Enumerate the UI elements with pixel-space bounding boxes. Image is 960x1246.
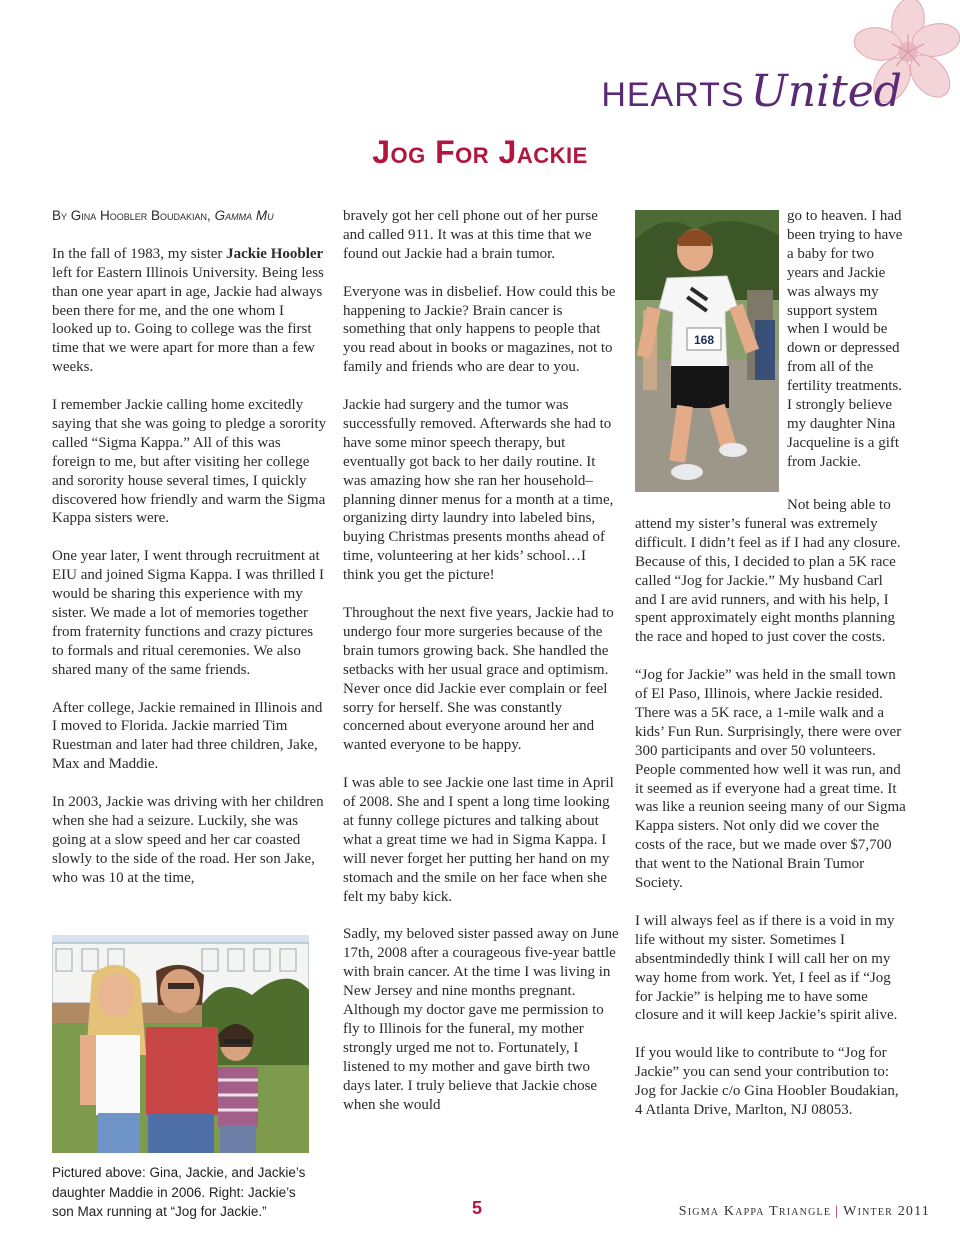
byline — [52, 207, 327, 226]
paragraph: In 2003, Jackie was driving with her children when she had a seizure. Luckily, she was going at a slow speed and her car coasted slowly to the side of the road. Her son Jake, who was 10 at the time, — [52, 794, 324, 886]
column-1 — [52, 207, 327, 906]
runner-bib-number: 168 — [693, 333, 715, 347]
footer-separator: | — [835, 1204, 840, 1219]
brand-hearts: HEARTS — [601, 76, 745, 114]
name-highlight: Jackie Hoobler — [226, 245, 324, 262]
footer-issue: Winter 2011 — [843, 1204, 930, 1219]
paragraph: After college, Jackie remained in Illinois and I moved to Florida. Jackie married Tim Ruestman and later had three children, Jake, Max and Maddie. — [52, 699, 323, 773]
footer-publication: Sigma Kappa Triangle — [678, 1204, 832, 1219]
runner-photo — [635, 210, 779, 492]
paragraph-text: In the fall of 1983, my sister — [52, 245, 227, 262]
column-2 — [343, 207, 619, 1133]
page-number: 5 — [472, 1198, 483, 1218]
brand-united: United — [750, 66, 902, 117]
brand-logo — [601, 66, 902, 117]
paragraph: Everyone was in disbelief. How could this be happening to Jackie? Brain cancer is something that only happens to people that you read about in books or magazines, not to family and friends who are dear to you. — [343, 283, 616, 376]
article-title: Jog For Jackie — [372, 134, 588, 170]
paragraph: If you would like to contribute to “Jog for Jackie” you can send your contribution to: Jog for Jackie c/o Gina Hoobler Boudakian, 4 Atlanta Drive, Marlton, NJ 08053. — [635, 1045, 899, 1118]
paragraph: One year later, I went through recruitment at EIU and joined Sigma Kappa. I was thrilled I would be sharing this experience with my sister. We made a lot of memories together from fraternity functions and crazy pictures to formals and ritual ceremonies. We also shared many of the same friends. — [52, 548, 325, 678]
paragraph — [52, 245, 327, 377]
paragraph: I will always feel as if there is a void in my life without my sister. Sometimes I absentmindedly think I will call her on my way home from work. Yet, I feel as if “Jog for Jackie” is helping me to have some closure and it will keep Jackie’s spirit alive. — [635, 912, 898, 1024]
paragraph: Not being able to attend my sister’s funeral was extremely difficult. I didn’t feel as if I had any closure. Because of this, I decided to plan a 5K race called “Jog for Jackie.” My husband Carl and I are avid runners, and with his help, I spent approximately eight months planning the race and hoped to just cover the costs. — [635, 497, 901, 646]
paragraph: bravely got her cell phone out of her purse and called 911. It was at this time that we found out Jackie had a brain tumor. — [343, 208, 598, 262]
byline-prefix: By — [52, 208, 68, 223]
column-3 — [635, 207, 907, 1139]
paragraph-text: left for Eastern Illinois University. Being less than one year apart in age, Jackie had always been there for me, and the one whom I looked up to. Going to college was the first time that we were apart for more than a few weeks. — [52, 264, 324, 376]
paragraph: Sadly, my beloved sister passed away on June 17th, 2008 after a courageous five-year battle with brain cancer. At the time I was living in New Jersey and nine months pregnant. Although my doctor gave me permission to fly to Illinois for the funeral, my mother strongly urged me not to. Fortunately, I listened to my mother and gave birth two days later. I truly believe that Jackie chose when she would — [343, 926, 619, 1113]
paragraph: I was able to see Jackie one last time in April of 2008. She and I spent a long time looking at funny college pictures and talking about what a great time we had in Sigma Kappa. I will never forget her putting her hand on my stomach and the smile on her face when she felt my baby kick. — [343, 775, 614, 905]
byline-chapter: Gamma Mu — [214, 208, 274, 223]
paragraph: “Jog for Jackie” was held in the small town of El Paso, Illinois, where Jackie resided. There was a 5K race, a 1-mile walk and a kids’ Fun Run. Surprisingly, there were over 300 participants and over 50 volunteers. People commented how well it was run, and it seemed as if everyone had a great time. It was like a reunion seeing many of our Sigma Kappa sisters. Not only did we cover the costs of the race, but we made over $7,700 that went to the National Brain Tumor Society. — [635, 667, 906, 892]
paragraph: I remember Jackie calling home excitedly saying that she was going to pledge a sorority called “Sigma Kappa.” All of this was foreign to me, but after visiting her college and sorority house several times, I quickly discovered how friendly and warm the Sigma Kappa sisters were. — [52, 397, 327, 527]
byline-author: Gina Hoobler Boudakian, — [70, 208, 211, 223]
paragraph: Throughout the next five years, Jackie had to undergo four more surgeries because of the brain tumors growing back. She handled the setbacks with her usual grace and optimism. Never once did Jackie ever complain or feel sorry for herself. She was constantly concerned about everyone around her and wanted everyone to be happy. — [343, 604, 614, 754]
photo-caption: Pictured above: Gina, Jackie, and Jackie’s daughter Maddie in 2006. Right: Jackie’s son Max running at “Jog for Jackie.” — [52, 1165, 306, 1219]
family-photo — [52, 935, 309, 1153]
footer — [679, 1204, 930, 1220]
paragraph: go to heaven. I had been trying to have a baby for two years and Jackie was always my support system when I would be down or depressed from all of the fertility treatments. I strongly believe my daughter Nina Jacqueline is a gift from Jackie. — [787, 208, 903, 470]
paragraph: Jackie had surgery and the tumor was successfully removed. Afterwards she had to have some minor speech therapy, but eventually got back to her daily routine. It was amazing how she ran her household–planning dinner menus for a month at a time, organizing dirty laundry into labeled bins, buying Christmas presents months ahead of time, volunteering at her kids’ school…I think you get the picture! — [343, 397, 614, 584]
